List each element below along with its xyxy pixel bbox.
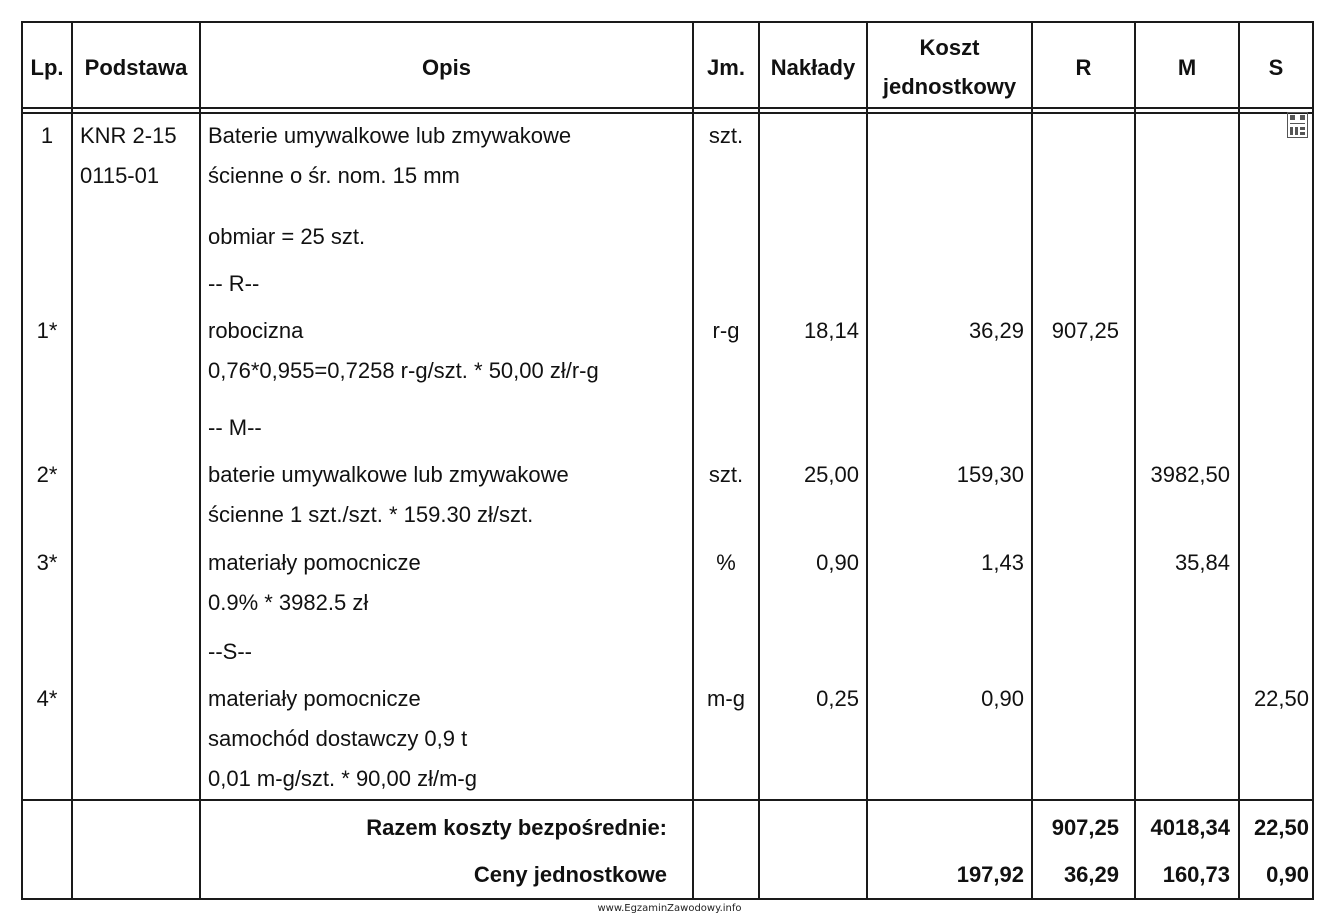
total-ceny-r: 36,29	[1063, 862, 1119, 887]
row-2-naklady: 25,00	[803, 462, 859, 487]
row-4-opis-line3: 0,01 m-g/szt. * 90,00 zł/m-g	[208, 766, 477, 791]
row-3-jm: %	[716, 550, 736, 575]
total-ceny-s: 0,90	[1266, 862, 1309, 887]
row-1-r: 907,25	[1051, 318, 1119, 343]
row-3-m: 35,84	[1174, 550, 1230, 575]
row-2-opis-line2: ścienne 1 szt./szt. * 159.30 zł/szt.	[208, 502, 534, 527]
total-ceny-label: Ceny jednostkowe	[473, 862, 667, 887]
row-3-naklady: 0,90	[816, 550, 859, 575]
item-opis-line2: ścienne o śr. nom. 15 mm	[208, 163, 460, 188]
row-3-opis-line2: 0.9% * 3982.5 zł	[208, 590, 369, 615]
row-4-jm: m-g	[707, 686, 745, 711]
total-razem-s: 22,50	[1253, 815, 1309, 840]
header-s: S	[1268, 55, 1284, 80]
header-m: M	[1177, 55, 1197, 80]
total-razem-m: 4018,34	[1150, 815, 1230, 840]
row-2-opis-line1: baterie umywalkowe lub zmywakowe	[208, 462, 569, 487]
row-4-lp: 4*	[36, 686, 58, 711]
row-border	[21, 112, 1314, 114]
col-border	[71, 21, 73, 900]
row-2-koszt: 159,30	[956, 462, 1024, 487]
section-m-label: -- M--	[208, 415, 262, 440]
qr-code-icon	[1287, 112, 1308, 138]
col-border	[758, 21, 760, 900]
row-border	[21, 799, 1314, 801]
item-obmiar: obmiar = 25 szt.	[208, 224, 366, 249]
row-4-koszt: 0,90	[981, 686, 1024, 711]
header-koszt-line1: Koszt	[919, 35, 980, 60]
item-lp: 1	[40, 123, 54, 148]
col-border	[1031, 21, 1033, 900]
item-podstawa-line1: KNR 2-15	[80, 123, 177, 148]
header-jm: Jm.	[707, 55, 745, 80]
section-s-label: --S--	[208, 639, 252, 664]
item-opis-line1: Baterie umywalkowe lub zmywakowe	[208, 123, 572, 148]
header-naklady: Nakłady	[770, 55, 856, 80]
header-koszt-line2: jednostkowy	[882, 74, 1017, 99]
header-r: R	[1075, 55, 1092, 80]
row-1-naklady: 18,14	[803, 318, 859, 343]
watermark: www.EgzaminZawodowy.info	[597, 903, 742, 914]
row-2-lp: 2*	[36, 462, 58, 487]
total-ceny-m: 160,73	[1162, 862, 1230, 887]
row-1-opis-line1: robocizna	[208, 318, 304, 343]
row-3-lp: 3*	[36, 550, 58, 575]
col-border	[1134, 21, 1136, 900]
col-border	[21, 21, 23, 900]
header-opis: Opis	[422, 55, 471, 80]
row-4-opis-line2: samochód dostawczy 0,9 t	[208, 726, 468, 751]
header-lp: Lp.	[30, 55, 64, 80]
row-1-koszt: 36,29	[968, 318, 1024, 343]
row-2-jm: szt.	[708, 462, 744, 487]
row-2-m: 3982,50	[1150, 462, 1230, 487]
section-r-label: -- R--	[208, 271, 260, 296]
col-border	[692, 21, 694, 900]
total-ceny-koszt: 197,92	[956, 862, 1024, 887]
row-1-lp: 1*	[36, 318, 58, 343]
row-3-koszt: 1,43	[981, 550, 1024, 575]
row-4-opis-line1: materiały pomocnicze	[208, 686, 421, 711]
row-3-opis-line1: materiały pomocnicze	[208, 550, 421, 575]
col-border	[199, 21, 201, 900]
col-border	[1312, 21, 1314, 900]
total-razem-label: Razem koszty bezpośrednie:	[366, 815, 667, 840]
col-border	[866, 21, 868, 900]
item-podstawa-line2: 0115-01	[80, 163, 160, 188]
item-jm: szt.	[708, 123, 744, 148]
row-border	[21, 107, 1314, 109]
row-4-s: 22,50	[1253, 686, 1309, 711]
header-podstawa: Podstawa	[84, 55, 188, 80]
row-border	[21, 898, 1314, 900]
row-1-opis-line2: 0,76*0,955=0,7258 r-g/szt. * 50,00 zł/r-g	[208, 358, 599, 383]
row-4-naklady: 0,25	[816, 686, 859, 711]
total-razem-r: 907,25	[1051, 815, 1119, 840]
row-border	[21, 21, 1314, 23]
row-1-jm: r-g	[712, 318, 740, 343]
col-border	[1238, 21, 1240, 900]
